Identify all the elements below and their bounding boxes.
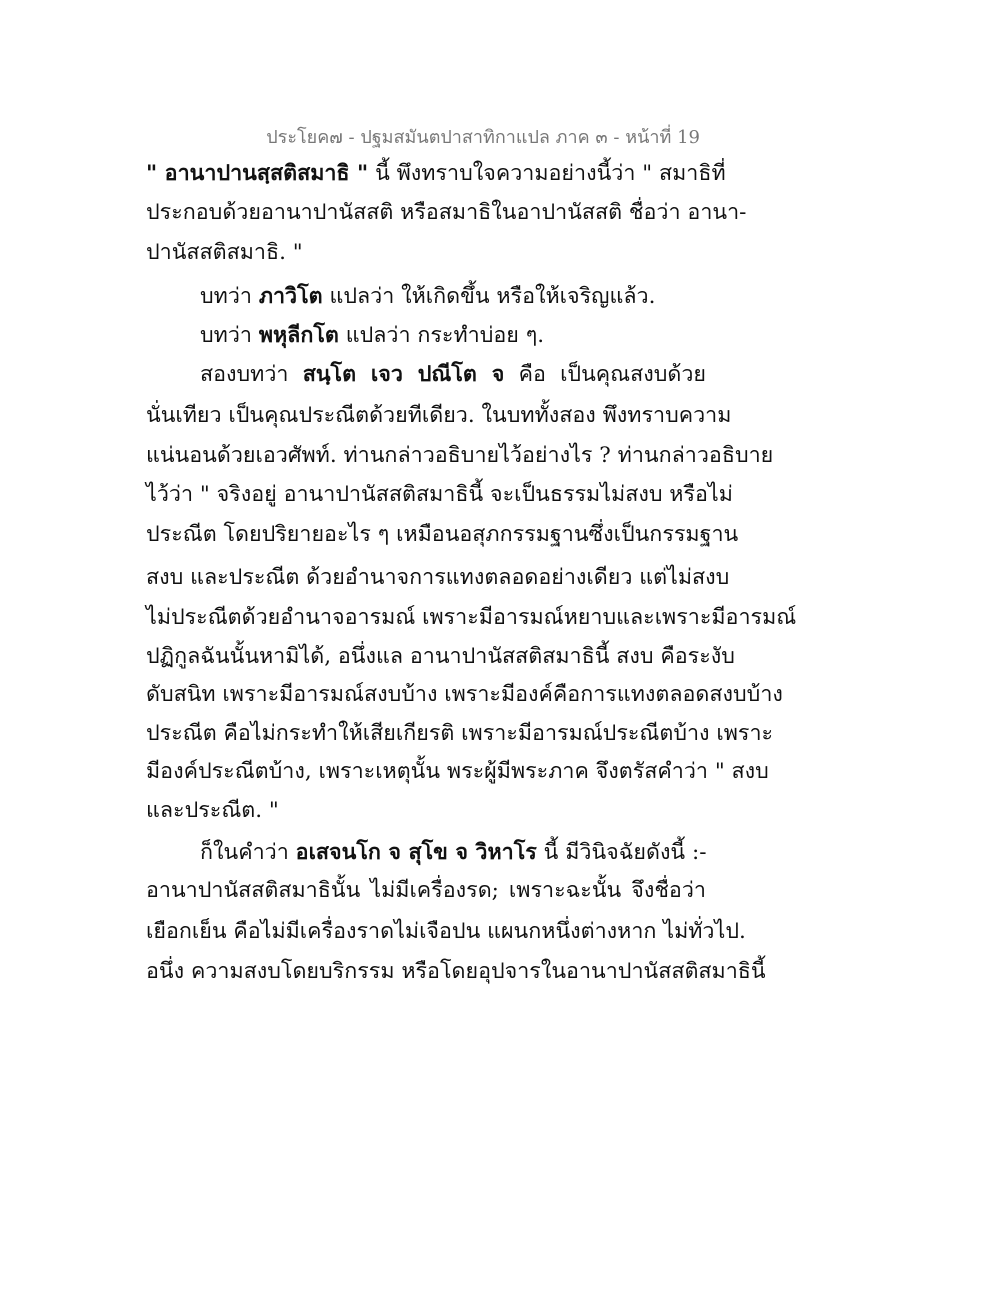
text-line xyxy=(146,441,774,471)
bold-term: สนฺโต เจว ปณีโต จ xyxy=(302,362,505,387)
text-line xyxy=(146,680,783,710)
text-segment: ปานัสสติสมาธิ. " xyxy=(146,240,303,265)
text-line xyxy=(146,238,706,268)
text-segment: ประณีต โดยปริยายอะไร ๆ เหมือนอสุภกรรมฐานซึ่งเป็นกรรมฐาน xyxy=(146,522,739,547)
text-line xyxy=(200,282,706,312)
text-line xyxy=(146,757,769,787)
text-segment: ก็ในคำว่า xyxy=(200,840,296,865)
text-segment: ไว้ว่า " จริงอยู่ อานาปานัสสติสมาธินี้ จะเป็นธรรมไม่สงบ หรือไม่ xyxy=(146,482,733,507)
text-segment: นี้ พึงทราบใจความอย่างนี้ว่า " สมาธิที่ xyxy=(368,161,726,186)
text-segment: บทว่า xyxy=(200,323,259,348)
text-segment: คือ เป็นคุณสงบด้วย xyxy=(504,362,706,387)
text-line xyxy=(146,520,739,550)
text-line xyxy=(200,321,706,351)
running-header: ประโยค๗ - ปฐมสมันตปาสาทิกาแปล ภาค ๓ - หน้าที่ 19 xyxy=(266,127,700,148)
text-segment: แน่นอนด้วยเอวศัพท์. ท่านกล่าวอธิบายไว้อย่างไร ? ท่านกล่าวอธิบาย xyxy=(146,443,774,468)
text-line xyxy=(146,603,797,633)
text-segment: ดับสนิท เพราะมีอารมณ์สงบบ้าง เพราะมีองค์คือการแทงตลอดสงบบ้าง xyxy=(146,682,783,707)
text-line xyxy=(200,838,706,868)
text-segment: สงบ และประณีต ด้วยอำนาจการแทงตลอดอย่างเดียว แต่ไม่สงบ xyxy=(146,565,730,590)
text-segment: และประณีต. " xyxy=(146,798,279,823)
text-segment: ไม่ประณีตด้วยอำนาจอารมณ์ เพราะมีอารมณ์หยาบและเพราะมีอารมณ์ xyxy=(146,605,797,630)
bold-term: ภาวิโต xyxy=(258,284,323,309)
text-line xyxy=(146,957,766,987)
text-line xyxy=(146,642,735,672)
text-segment: บทว่า xyxy=(200,284,259,309)
bold-term: พหุลีกโต xyxy=(258,323,339,348)
text-line xyxy=(146,563,730,593)
text-segment: อนึ่ง ความสงบโดยบริกรรม หรือโดยอุปจารในอานาปานัสสติสมาธินี้ xyxy=(146,959,766,984)
text-line xyxy=(146,480,733,510)
text-segment: ปฏิกูลฉันนั้นหามิได้, อนึ่งแล อานาปานัสสติสมาธินี้ สงบ คือระงับ xyxy=(146,644,735,669)
bold-term: อเสจนโก จ สุโข จ วิหาโร xyxy=(295,840,537,865)
text-line xyxy=(146,198,747,228)
text-line xyxy=(146,159,726,189)
text-segment: มีองค์ประณีตบ้าง, เพราะเหตุนั้น พระผู้มีพระภาค จึงตรัสคำว่า " สงบ xyxy=(146,759,769,784)
text-segment: แปลว่า กระทำบ่อย ๆ. xyxy=(338,323,545,348)
text-segment: อานาปานัสสติสมาธินั้น ไม่มีเครื่องรด; เพราะฉะนั้น จึงชื่อว่า xyxy=(146,878,706,903)
bold-term: " อานาปานสฺสติสมาธิ " xyxy=(146,161,369,186)
text-segment: แปลว่า ให้เกิดขึ้น หรือให้เจริญแล้ว. xyxy=(322,284,656,309)
text-segment: เยือกเย็น คือไม่มีเครื่องราดไม่เจือปน แผนกหนึ่งต่างหาก ไม่ทั่วไป. xyxy=(146,919,746,944)
text-line xyxy=(146,917,746,947)
text-line xyxy=(146,796,706,826)
text-segment: นี้ มีวินิจฉัยดังนี้ :- xyxy=(536,840,707,865)
text-line xyxy=(200,360,706,390)
text-segment: นั่นเทียว เป็นคุณประณีตด้วยทีเดียว. ในบททั้งสอง พึงทราบความ xyxy=(146,403,732,428)
text-segment: ประณีต คือไม่กระทำให้เสียเกียรติ เพราะมีอารมณ์ประณีตบ้าง เพราะ xyxy=(146,721,774,746)
text-segment: ประกอบด้วยอานาปานัสสติ หรือสมาธิในอาปานัสสติ ชื่อว่า อานา- xyxy=(146,200,747,225)
text-line xyxy=(146,401,732,431)
text-segment: สองบทว่า xyxy=(200,362,303,387)
text-line xyxy=(146,876,706,906)
text-line xyxy=(146,719,774,749)
